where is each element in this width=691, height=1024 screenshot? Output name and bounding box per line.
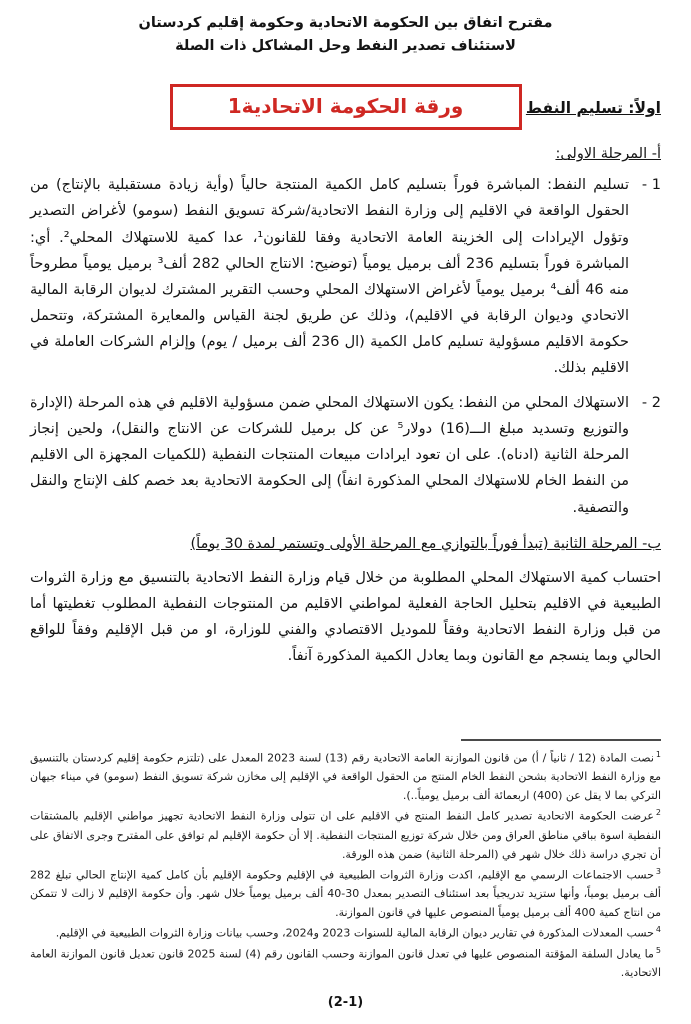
footnote-marker: 3 [655,866,661,876]
footnote-4 [30,923,661,944]
page-number: (2-1) [327,995,364,1010]
footnote-marker: 5 [655,945,662,955]
phase-b-heading: ب- المرحلة الثانية (تبدأ فوراً بالتوازي مع المرحلة الأولى وتستمر لمدة 30 يوماً) [190,535,661,552]
federal-paper-banner-label: ورقة الحكومة الاتحادية1 [227,94,464,119]
footnote-marker: 1 [655,749,661,759]
document-title-line1: مقترح اتفاق بين الحكومة الاتحادية وحكومة إقليم كردستان [138,15,553,31]
footnote-5 [30,944,661,983]
footnote-area [30,739,661,1010]
phase-a-heading: أ- المرحلة الاولى: [555,146,661,163]
list-item-number: 2 - [641,395,661,412]
footnotes [30,748,661,983]
list-item-text: الاستهلاك المحلي من النفط: يكون الاستهلاك المحلي ضمن مسؤولية الاقليم في هذه المرحلة (الإدارة والتوزيع وتسديد مبلغ الـــ(16) دولار⁵ عن كل برميل للشركات عن الانتاج والنقل)، ولحين إنجاز المرحلة الثانية (ادناه). على ان تعود ايرادات مبيعات المنتجات النفطية (للكميات المجهزة الى الاقليم من النفط الخام للاستهلاك المحلي المذكورة انفاً) إلى الحكومة الاتحادية بعد خصم كلف الإنتاج والنقل والتصفية. [30,395,630,516]
footnote-text: عرضت الحكومة الاتحادية تصدير كامل النفط المنتج في الاقليم على ان تتولى وزارة النفط الاتحادية تجهيز مواطني الإقليم بالمشتقات النفطية اسوة بباقي مناطق العراق ومن خلال شركة توزيع المنتجات النفطية. إلا أن حكومة الإقليم لم توافق على المقترح وجرى الاتفاق على أن تجري دراسة ذلك خلال شهر في (المرحلة الثانية) ضمن هذه الورقة. [30,809,661,861]
list-item-local-consumption [30,390,661,520]
footnote-text: ما يعادل السلفة المؤقتة المنصوص عليها في تعدل قانون الموازنة وحسب القانون رقم (4) لسنة 2025 قانون تعديل قانون الموازنة العامة الاتحادية. [30,947,661,980]
phase-b-paragraph: احتساب كمية الاستهلاك المحلي المطلوبة من خلال قيام وزارة النفط الاتحادية بالتنسيق مع وزارة الثروات الطبيعية في الاقليم بتحليل الحاجة الفعلية لمواطني الاقليم من المنتوجات النفطية المطلوب تغطيتها أما من قبل وزارة النفط الاتحادية وفقاً للموديل الاقتصادي والفني للوزارة، او من قبل الإقليم وفقاً للواقع الحالي وبما ينسجم مع القانون وبما يعادل الكمية المذكورة آنفاً. [30,569,661,664]
section-heading-oil-delivery: اولاً: تسليم النفط [525,99,661,118]
footnote-text: حسب المعدلات المذكورة في تقارير ديوان الرقابة المالية للسنوات 2023 و2024، وحسب بيانات وزارة الثروات الطبيعية في الإقليم. [55,926,654,940]
list-item-oil-delivery [30,172,661,381]
footnote-3 [30,865,661,923]
document-title-line2: لاستئناف تصدير النفط وحل المشاكل ذات الصلة [175,38,516,55]
footnote-marker: 2 [655,808,661,818]
federal-paper-banner [170,84,522,130]
list-item-number: 1 - [641,177,661,194]
footnote-separator [461,739,661,741]
footnote-text: حسب الاجتماعات الرسمي مع الإقليم، اكدت وزارة الثروات الطبيعية في الإقليم وحكومة الإقليم بأن كامل كمية الإنتاج الحالي تبلغ 282 ألف برميل يومياً، وأنها ستزيد تدريجياً بعد استئناف التصدير بمعدل 30-40 ألف برميل يومياً خلال شهر. وأن حكومة الإقليم لا زالت لا تتمكن من انتاج كمية 400 ألف برميل يومياً المنصوص عليها في قانون الموازنة. [30,868,661,920]
document-title [30,12,661,58]
footnote-marker: 4 [655,924,661,934]
list-item-text: تسليم النفط: المباشرة فوراً بتسليم كامل الكمية المنتجة حالياً (وأية زيادة مستقبلية بالإنتاج) من الحقول الواقعة في الاقليم إلى وزارة النفط الاتحادية/شركة تسويق النفط (سومو) لأغراض التصدير وتؤول الإيرادات إلى الخزينة العامة الاتحادية وفقا للقانون¹، عدا كمية للاستهلاك المحلي². أي: المباشرة فوراً بتسليم 236 ألف برميل يومياً (توضيح: الانتاج الحالي 282 ألف³ برميل يومياً مطروحاً منه 46 ألف⁴ برميل يومياً لأغراض الاستهلاك المحلي وحسب التقرير المشترك لديوان الرقابة المالية الاتحادي وديوان الرقابة في الاقليم)، وذلك عن طريق لجنة القياس والمعايرة المشتركة، وتتحمل حكومة الاقليم مسؤولية تسليم كامل الكمية (ال 236 ألف برميل / يوم) وإلزام الشركات العاملة في الاقليم بذلك. [30,177,629,377]
footnote-2 [30,806,661,864]
footnote-text: نصت المادة (12 / ثانياً / أ) من قانون الموازنة العامة الاتحادية رقم (13) لسنة 2023 المعدل على (تلتزم حكومة إقليم كردستان بالتنسيق مع وزارة النفط الاتحادية بشحن النفط الخام المنتج من الحقول الواقعة في الإقليم إلى مخازن شركة تسويق النفط (سومو) في ميناء جيهان التركي بما لا يقل عن (400) اربعمائة ألف برميل يومياً..). [30,751,661,803]
footnote-1 [30,748,661,806]
banner-row [30,84,661,132]
phase-a-list [30,172,661,520]
